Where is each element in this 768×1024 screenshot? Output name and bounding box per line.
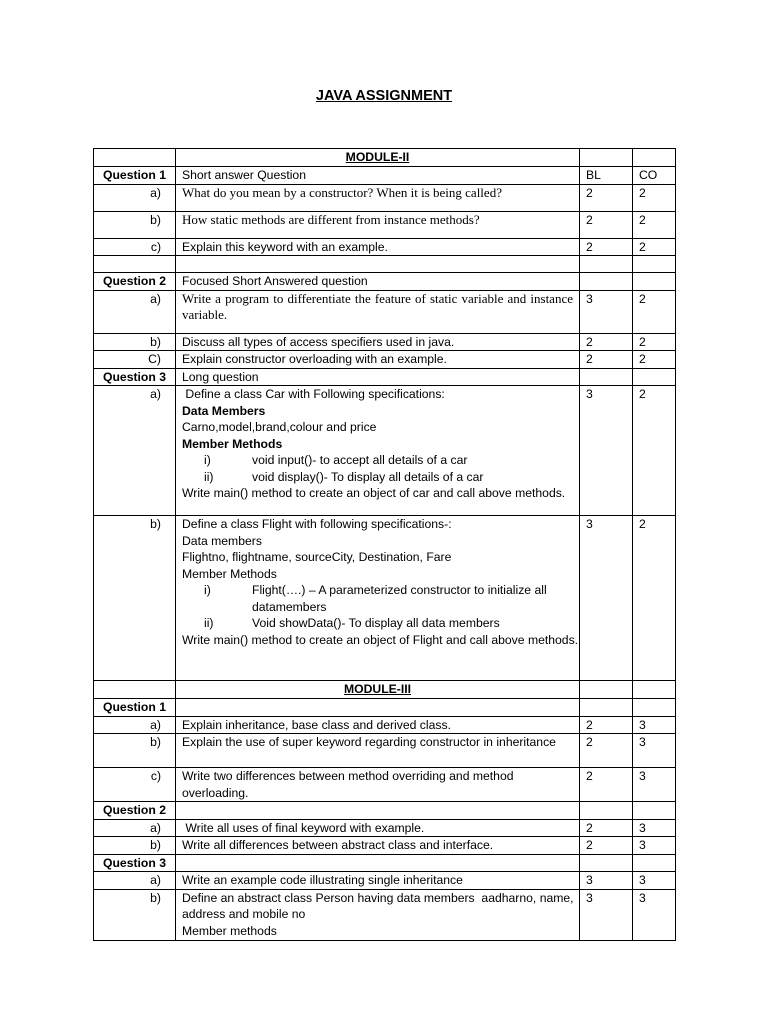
bl-value: 2 bbox=[580, 837, 633, 855]
table-row bbox=[94, 872, 676, 890]
item-text: Explain this keyword with an example. bbox=[176, 238, 580, 256]
question-label: Question 1 bbox=[94, 167, 176, 185]
item-label: b) bbox=[94, 837, 176, 855]
co-value: 3 bbox=[633, 734, 676, 768]
item-text: Define a class Flight with following specifications-: Data members Flightno, flightname, sourceCity, Destination, Fare Member Methods i) Flight(….) – A parameterized constructor to initialize all datamembers ii) Void showData()- To display all data members Write main() method to create an object of Flight and call above methods. bbox=[176, 516, 580, 681]
module-heading-row bbox=[94, 149, 676, 167]
item-label: c) bbox=[94, 768, 176, 802]
item-label: b) bbox=[94, 211, 176, 238]
question-row bbox=[94, 802, 676, 820]
question-row bbox=[94, 368, 676, 386]
question-row bbox=[94, 273, 676, 291]
page-title: JAVA ASSIGNMENT bbox=[315, 88, 453, 104]
bl-value: 2 bbox=[580, 184, 633, 211]
question-type: Focused Short Answered question bbox=[176, 273, 580, 291]
item-text: Define a class Car with Following specifications: Data Members Carno,model,brand,colour and price Member Methods i) void input()- to accept all details of a car ii) void display()- To display all details of a car Write main() method to create an object of car and call above methods. bbox=[176, 386, 580, 516]
co-value: 2 bbox=[633, 333, 676, 351]
question-label: Question 2 bbox=[94, 273, 176, 291]
bl-value: 2 bbox=[580, 716, 633, 734]
method-item: i) void input()- to accept all details of a car bbox=[204, 453, 468, 467]
question-label: Question 1 bbox=[94, 699, 176, 717]
bl-header: BL bbox=[580, 167, 633, 185]
item-label: C) bbox=[94, 351, 176, 369]
table-row bbox=[94, 333, 676, 351]
table-row bbox=[94, 184, 676, 211]
co-header: CO bbox=[633, 167, 676, 185]
table-row bbox=[94, 516, 676, 681]
table-row bbox=[94, 768, 676, 802]
table-row bbox=[94, 351, 676, 369]
item-label: c) bbox=[94, 238, 176, 256]
module-heading-row bbox=[94, 681, 676, 699]
bl-value: 3 bbox=[580, 386, 633, 516]
item-text: Define an abstract class Person having data members aadharno, name, address and mobile no Member methods bbox=[176, 889, 580, 940]
table-row bbox=[94, 819, 676, 837]
co-value: 3 bbox=[633, 716, 676, 734]
method-item: ii) void display()- To display all details of a car bbox=[204, 469, 484, 484]
question-label: Question 3 bbox=[94, 368, 176, 386]
co-value: 2 bbox=[633, 238, 676, 256]
item-text: Write a program to differentiate the feature of static variable and instance variable. bbox=[176, 290, 580, 333]
method-item: ii) Void showData()- To display all data members bbox=[204, 616, 500, 630]
co-value: 2 bbox=[633, 386, 676, 516]
question-label: Question 3 bbox=[94, 854, 176, 872]
co-value: 2 bbox=[633, 211, 676, 238]
question-row bbox=[94, 854, 676, 872]
bl-value: 2 bbox=[580, 211, 633, 238]
bl-value: 2 bbox=[580, 819, 633, 837]
co-value: 3 bbox=[633, 819, 676, 837]
question-label: Question 2 bbox=[94, 802, 176, 820]
item-label: a) bbox=[94, 872, 176, 890]
bl-value: 3 bbox=[580, 516, 633, 681]
co-value: 3 bbox=[633, 837, 676, 855]
assignment-table bbox=[93, 148, 676, 941]
bl-value: 3 bbox=[580, 290, 633, 333]
question-type: Long question bbox=[176, 368, 580, 386]
item-text: What do you mean by a constructor? When it is being called? bbox=[176, 184, 580, 211]
table-row bbox=[94, 290, 676, 333]
item-text: Discuss all types of access specifiers used in java. bbox=[176, 333, 580, 351]
question-row bbox=[94, 167, 676, 185]
table-row bbox=[94, 837, 676, 855]
co-value: 3 bbox=[633, 889, 676, 940]
co-value: 3 bbox=[633, 768, 676, 802]
item-label: a) bbox=[94, 716, 176, 734]
co-value: 2 bbox=[633, 290, 676, 333]
item-text: Write all differences between abstract class and interface. bbox=[176, 837, 580, 855]
bl-value: 2 bbox=[580, 238, 633, 256]
question-type: Short answer Question bbox=[176, 167, 580, 185]
co-value: 3 bbox=[633, 872, 676, 890]
module-iii-heading: MODULE-III bbox=[176, 681, 580, 699]
table-row bbox=[94, 238, 676, 256]
table-row bbox=[94, 386, 676, 516]
item-text: Write an example code illustrating single inheritance bbox=[176, 872, 580, 890]
module-ii-heading: MODULE-II bbox=[176, 149, 580, 167]
bl-value: 2 bbox=[580, 768, 633, 802]
item-label: b) bbox=[94, 889, 176, 940]
item-text: Write all uses of final keyword with example. bbox=[176, 819, 580, 837]
bl-value: 2 bbox=[580, 351, 633, 369]
item-label: b) bbox=[94, 333, 176, 351]
bl-value: 3 bbox=[580, 872, 633, 890]
item-label: a) bbox=[94, 290, 176, 333]
item-label: a) bbox=[94, 184, 176, 211]
item-label: b) bbox=[94, 734, 176, 768]
bl-value: 2 bbox=[580, 734, 633, 768]
table-row bbox=[94, 734, 676, 768]
table-row bbox=[94, 211, 676, 238]
co-value: 2 bbox=[633, 351, 676, 369]
bl-value: 3 bbox=[580, 889, 633, 940]
co-value: 2 bbox=[633, 516, 676, 681]
item-text: Explain inheritance, base class and derived class. bbox=[176, 716, 580, 734]
table-row bbox=[94, 889, 676, 940]
item-text: Explain the use of super keyword regarding constructor in inheritance bbox=[176, 734, 580, 768]
method-item: i) Flight(….) – A parameterized constructor to initialize all datamembers bbox=[204, 583, 547, 614]
bl-value: 2 bbox=[580, 333, 633, 351]
item-text: Explain constructor overloading with an example. bbox=[176, 351, 580, 369]
item-text: How static methods are different from instance methods? bbox=[176, 211, 580, 238]
item-label: a) bbox=[94, 386, 176, 516]
item-label: b) bbox=[94, 516, 176, 681]
table-row bbox=[94, 716, 676, 734]
item-label: a) bbox=[94, 819, 176, 837]
item-text: Write two differences between method overriding and method overloading. bbox=[176, 768, 580, 802]
question-row bbox=[94, 699, 676, 717]
spacer-row bbox=[94, 256, 676, 273]
co-value: 2 bbox=[633, 184, 676, 211]
